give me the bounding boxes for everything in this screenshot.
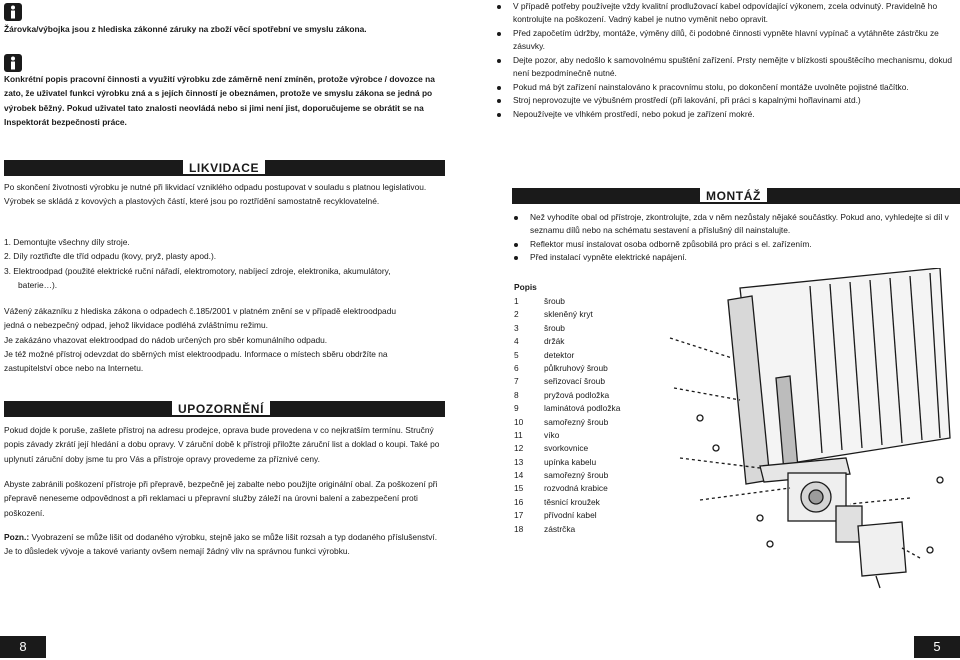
junction-box [858,522,906,576]
upozorneni-para1: Pokud dojde k poruše, zašlete přístroj na adresu prodejce, oprava bude provedena v co nejkratším termínu. Stručný popis závady zkrátí její hledání a dobu opravy. V záruční době k přístroji přiložte záruční list a doklad o koupi. Také po uplynutí záruční doby jsme tu pro Vás a přístroje opravy provedeme za příznivé ceny. [4,425,440,464]
legal-line: Vážený zákazníku z hlediska zákona o odpadech č.185/2001 v platném znění se v případě elektroodpadu [4,306,397,316]
info-icon [4,54,22,72]
parts-row [514,402,620,415]
parts-row [514,349,620,362]
likvidace-step: 1. Demontujte všechny díly stroje. [4,237,130,247]
safety-item: Pokud má být zařízení nainstalováno k pracovnímu stolu, po dokončení montáže uvolněte pojistné tlačítko. [495,81,960,94]
legal-line: zastupitelství obce nebo na Internetu. [4,363,144,374]
parts-row [514,456,620,469]
parts-row [514,322,620,335]
safety-item: Dejte pozor, aby nedošlo k samovolnému spuštění zařízení. Prsty nemějte v blízkosti spouštěcího mechanismu, dokud není bezpodmínečně nutné. [495,54,960,81]
montaz-item: Reflektor musí instalovat osoba odborně způsobilá pro práci s el. zařízením. [512,238,960,251]
parts-row [514,295,620,308]
part-number: 18 [514,523,524,534]
info-icon [4,3,22,21]
legal-line: Je zakázáno vhazovat elektroodpad do nádob určených pro sběr komunálního odpadu. [4,334,328,345]
upozorneni-para2: Abyste zabránili poškození přístroje při přepravě, bezpečně jej zabalte nebo použijte originální obal. Za poškození při přepravě neneseme odpovědnost a při reklamaci u přepravní služby záleží na úrovni balení a zabezpečení proti poškození. [4,479,438,518]
montaz-item: Než vyhodíte obal od přístroje, zkontrolujte, zda v něm nezůstaly nějaké součástky. Pokud ano, vyhledejte si díl v seznamu dílů nebo na schématu sestavení a příslušný díl nainstalujte. [512,211,960,238]
parts-row [514,308,620,321]
part-number: 17 [514,510,524,521]
part-name: víko [544,429,560,440]
likvidace-step: 3. Elektroodpad (použité elektrické ruční nářadí, elektromotory, nabíjecí zdroje, elektronika, akumulátory, [4,265,391,276]
part-number: 12 [514,443,524,454]
likvidace-step: baterie…). [18,279,58,290]
likvidace-step: 2. Díly roztřiďte dle tříd odpadu (kovy, pryž, plasty apod.). [4,251,217,262]
part-name: rozvodná krabice [544,483,608,494]
page-number-right: 5 [914,636,960,658]
popis-heading: Popis [514,282,537,292]
upozorneni-note [4,530,442,559]
likvidace-heading: LIKVIDACE [183,160,265,176]
part-number: 15 [514,483,524,494]
montaz-bullets [512,211,960,265]
safety-item: Před započetím údržby, montáže, výměny dílů, či podobné činnosti vypněte hlavní vypínač a vytáhněte zástrčku ze zásuvky. [495,27,960,54]
part-number: 6 [514,362,519,373]
exploded-diagram [640,268,958,590]
part-name: upínka kabelu [544,456,597,467]
safety-item: V případě potřeby používejte vždy kvalitní prodlužovací kabel odpovídající výkonem, zcela odvinutý. Pravidelně ho kontrolujte na poškození. Vadný kabel je nutno vyměnit nebo opravit. [495,0,960,27]
part-number: 2 [514,309,519,320]
part-number: 11 [514,429,523,440]
part-number: 8 [514,389,519,400]
upozorneni-heading: UPOZORNĚNÍ [172,401,270,417]
note-label: Pozn.: [4,532,30,542]
montaz-heading: MONTÁŽ [700,188,767,204]
part-number: 1 [514,296,519,306]
likvidace-intro: Po skončení životnosti výrobku je nutné při likvidací vzniklého odpadu postupovat v souladu s platnou legislativou. Výrobek se skládá z kovových a plastových částí, které jsou po roztřídění samostatně recyklovatelné. [4,182,427,207]
parts-row [514,496,620,509]
part-name: skleněný kryt [544,309,593,320]
part-number: 14 [514,470,524,481]
parts-row [514,429,620,442]
part-number: 4 [514,336,519,347]
legal-line: Je též možné přístroj odevzdat do sběrných míst elektroodpadu. Informace o místech sběru obdržíte na [4,348,388,359]
part-name: zástrčka [544,523,576,534]
part-name: laminátová podložka [544,403,621,414]
safety-bullets [495,0,960,121]
part-name: seřizovací šroub [544,376,605,387]
legal-line: jedná o nebezpečný odpad, jehož likvidace podléhá zvláštnímu režimu. [4,320,268,331]
part-number: 9 [514,403,519,414]
reflector-housing [740,268,950,468]
part-name: samořezný šroub [544,470,609,481]
part-name: svorkovnice [544,443,589,454]
parts-row [514,389,620,402]
parts-table [514,295,620,536]
parts-row [514,469,620,482]
parts-row [514,509,620,522]
parts-row [514,416,620,429]
montaz-item: Před instalací vypněte elektrické napájení. [512,251,960,264]
part-number: 16 [514,496,524,507]
page-number-left: 8 [0,636,46,658]
parts-row [514,362,620,375]
parts-row [514,482,620,495]
parts-row [514,442,620,455]
parts-row [514,335,620,348]
likvidace-legal [4,304,454,375]
part-name: pryžová podložka [544,389,610,400]
part-name: držák [544,336,565,347]
likvidace-steps [4,235,454,292]
usage-note: Konkrétní popis pracovní činnosti a využití výrobku zde záměrně není zmíněn, protože výrobce / dovozce na zato, že uživatel funkci výrobku zná a s jejích činností je obeznámen, protože ve smyslu zákona se jedná po výrobek běžný. Pokud uživatel tato znalosti neovládá nebo si jimi není jist, doporučujeme se obrátit se na Inspektorát bezpečnosti práce. [4,74,435,127]
part-number: 13 [514,456,524,467]
part-name: šroub [544,296,565,306]
parts-row [514,375,620,388]
safety-item: Nepoužívejte ve vlhkém prostředí, nebo pokud je zařízení mokré. [495,108,960,121]
part-name: přívodní kabel [544,510,597,521]
part-name: detektor [544,349,575,360]
part-name: půlkruhový šroub [544,362,608,373]
part-number: 3 [514,322,519,333]
part-name: samořezný šroub [544,416,609,427]
part-number: 7 [514,376,519,387]
parts-row [514,523,620,536]
part-number: 5 [514,349,519,360]
warranty-note: Žárovka/výbojka jsou z hlediska zákonné záruky na zboží věcí spotřební ve smyslu zákona. [4,24,367,34]
safety-item: Stroj neprovozujte ve výbušném prostředí (při lakování, při práci s kapalnými hořlavinami atd.) [495,94,960,107]
part-number: 10 [514,416,524,427]
note-text: Vyobrazení se může lišit od dodaného výrobku, stejně jako se může lišit rozsah a typ dodaného příslušenství. Je to důsledek vývoje a takové varianty ovšem nemají žádný vliv na správnou funkci výrobku. [4,532,438,557]
part-name: těsnicí kroužek [544,496,600,507]
part-name: šroub [544,322,565,333]
